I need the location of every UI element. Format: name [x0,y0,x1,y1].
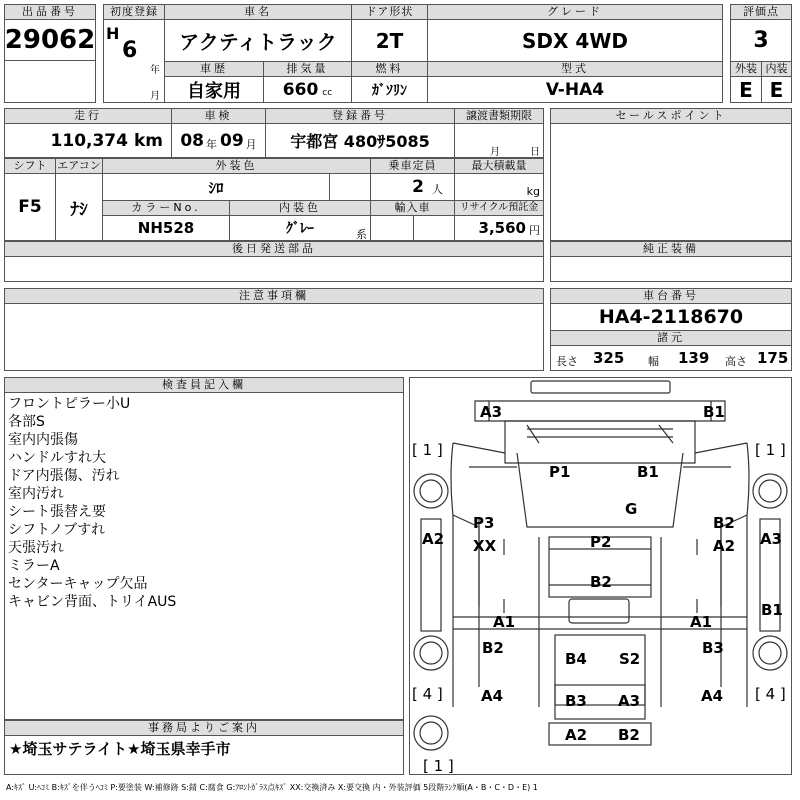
equipment-label: 純正装備 [550,241,792,257]
exterior-color-extra [329,173,371,201]
inspection-label: 車検 [171,108,266,124]
dims-width-label: 幅 [648,355,659,368]
dims-box [550,345,792,371]
first-reg-year: 6 [122,38,138,63]
dmg-a2-right-in: A2 [713,537,736,555]
chassis-label: 車台番号 [550,288,792,304]
interior-color-label: 内装色 [229,200,371,216]
recycle-value: 3,560 [478,219,526,237]
capacity-unit: 人 [431,183,443,196]
dmg-a1-left: A1 [493,613,516,631]
note-line: シフトノブすれ [8,522,106,538]
capacity-value: 2 [412,177,424,197]
dmg-b1-top: B1 [703,403,725,421]
dmg-a2-bottom: A2 [565,726,588,744]
dmg-b3-bottom: B3 [565,692,587,710]
lot-blank [4,60,96,103]
dmg-b2-lower-left: B2 [482,639,504,657]
door-value: 2T [351,19,428,62]
later-parts-box [4,256,544,282]
dims-height-label: 高さ [725,355,747,368]
dmg-a4-right: A4 [701,687,724,705]
color-no-value: NH528 [102,215,230,241]
caution-label: 注意事項欄 [4,288,544,304]
dmg-p3: P3 [473,514,495,532]
note-line: センターキャップ欠品 [8,576,148,592]
dmg-a3-bottom: A3 [618,692,641,710]
capacity-cell [370,173,455,201]
dmg-b2-right: B2 [713,514,735,532]
dmg-s2: S2 [619,650,641,668]
door-label: ドア形状 [351,4,428,20]
first-reg-month-unit: 月 [150,91,160,102]
tire-front-left: [ 1 ] [412,441,443,459]
grade-label: グレード [427,4,723,20]
model-label: 型式 [427,61,723,77]
transfer-month-unit: 月 [490,147,500,158]
dmg-xx: XX [473,537,497,555]
score-value: 3 [730,19,792,62]
displacement-unit: cc [322,87,333,98]
inspection-month: 09 [220,130,244,151]
import-box-b [413,215,455,241]
displacement-label: 排気量 [263,61,352,77]
import-box-a [370,215,414,241]
dmg-a3-top: A3 [480,403,503,421]
car-name-label: 車名 [164,4,352,20]
score-ext-label: 外装 [730,61,762,77]
mileage-label: 走行 [4,108,172,124]
interior-color-value: ｸﾞﾚｰ [286,221,314,237]
dmg-b1-mid: B1 [637,463,659,481]
mileage-value: 110,374 [50,130,128,151]
office-label: 事務局よりご案内 [4,720,404,736]
lot-number: 29062 [4,19,96,61]
mileage-cell [4,123,172,158]
capacity-label: 乗車定員 [370,158,455,174]
tire-rear-right: [ 4 ] [755,685,786,703]
dmg-g: G [625,500,638,518]
inspection-year: 08 [180,130,204,151]
dmg-p1: P1 [549,463,571,481]
caution-box [4,303,544,371]
inspector-label: 検査員記入欄 [4,377,404,393]
dmg-a3-right: A3 [760,530,783,548]
color-no-label: カラーNo. [102,200,230,216]
equipment-box [550,256,792,282]
first-reg-year-unit: 年 [150,65,160,76]
recycle-label: リサイクル預託金 [454,200,544,216]
dims-label: 諸元 [550,330,792,346]
lot-label: 出品番号 [4,4,96,20]
history-value: 自家用 [164,76,264,103]
later-parts-label: 後日発送部品 [4,241,544,257]
note-line: フロントピラー小U [8,396,131,412]
score-label: 評価点 [730,4,792,20]
dmg-a4-left: A4 [481,687,504,705]
sales-point-box [550,123,792,241]
transfer-day-unit: 日 [530,147,540,158]
legend: A:ｷｽﾞ U:ﾍｺﾐ B:ｷｽﾞを伴うﾍｺﾐ P:要塗装 W:補修跡 S:錆 C:腐食 G:ﾌﾛﾝﾄｶﾞﾗｽ点ｷｽﾞ XX:交換済み X:要交換 内・外装評価 5段階ﾗﾝｸ順(A・B・C・D・E) 1 [6,783,538,792]
registration-value: 宇都宮 480ｻ5085 [265,123,455,158]
exterior-color-value: ｼﾛ [102,173,330,201]
tire-rear-left: [ 4 ] [412,685,443,703]
registration-label: 登録番号 [265,108,455,124]
dmg-b2-center: B2 [590,573,612,591]
fuel-value: ｶﾞｿﾘﾝ [351,76,428,103]
score-int: E [761,76,792,103]
load-unit: kg [526,184,540,198]
shift-value: F5 [4,173,56,241]
dims-height: 175 [757,349,789,367]
dmg-a2-left: A2 [422,530,445,548]
recycle-unit: 円 [529,224,540,237]
dims-width: 139 [678,349,710,367]
chassis-value: HA4-2118670 [550,303,792,331]
model-value: V-HA4 [427,76,723,103]
note-line: 室内内張傷 [8,432,78,448]
dmg-b3-right: B3 [702,639,724,657]
history-label: 車歴 [164,61,264,77]
aircon-label: エアコン [55,158,103,174]
dmg-b4: B4 [565,650,587,668]
note-line: ドア内張傷、汚れ [8,468,120,484]
first-reg-era: H [106,24,120,43]
car-name: アクティトラック [164,19,352,62]
office-value: ★埼玉サテライト★埼玉県幸手市 [9,740,231,758]
note-line: 各部S [8,414,45,430]
dmg-b1-right: B1 [761,601,783,619]
note-line: キャビン背面、トリイAUS [8,594,177,610]
dims-length-label: 長さ [556,355,578,368]
dims-length: 325 [593,349,625,367]
grade-value: SDX 4WD [427,19,723,62]
dmg-a1-right: A1 [690,613,713,631]
shift-label: シフト [4,158,56,174]
dmg-b2-bottom: B2 [618,726,640,744]
inspection-year-unit: 年 [206,137,217,151]
displacement-value: 660 [282,79,319,100]
note-line: 天張汚れ [8,540,64,556]
tire-front-right: [ 1 ] [755,441,786,459]
note-line: ミラーA [8,558,60,574]
note-line: ハンドルすれ大 [8,450,106,466]
score-ext: E [730,76,762,103]
fuel-label: 燃料 [351,61,428,77]
import-label: 輸入車 [370,200,455,216]
exterior-color-label: 外装色 [102,158,371,174]
load-label: 最大積載量 [454,158,544,174]
inspector-notes [8,395,398,611]
sales-point-label: セールスポイント [550,108,792,124]
first-reg-label: 初度登録 [103,4,165,20]
aircon-value: ﾅｼ [55,173,103,241]
score-int-label: 内装 [761,61,792,77]
load-cell [454,173,544,201]
mileage-unit: km [133,130,163,151]
tire-spare: [ 1 ] [423,757,454,775]
inspection-cell [171,123,266,158]
interior-color-cell [229,215,371,241]
dmg-p2: P2 [590,533,612,551]
transfer-label: 譲渡書類期限 [454,108,544,124]
inspection-month-unit: 月 [245,137,257,151]
interior-color-suffix: 系 [356,228,367,241]
note-line: 室内汚れ [8,486,64,502]
note-line: シート張替え要 [8,504,106,520]
recycle-cell [454,215,544,241]
displacement-cell [263,76,352,103]
